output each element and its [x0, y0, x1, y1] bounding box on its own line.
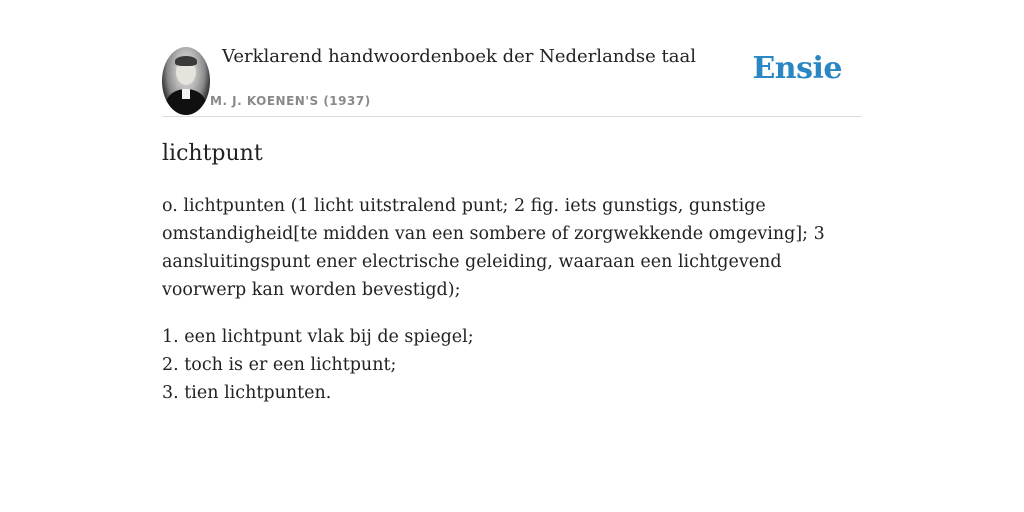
dictionary-subtitle: M. J. KOENEN'S (1937) — [210, 94, 371, 108]
example-item: 2. toch is er een lichtpunt; — [162, 355, 397, 375]
header — [162, 0, 862, 117]
dictionary-title: Verklarend handwoordenboek der Nederlandse taal — [222, 46, 696, 67]
example-item: 1. een lichtpunt vlak bij de spiegel; — [162, 327, 474, 347]
author-portrait — [162, 47, 210, 115]
page — [162, 0, 862, 403]
brand-logo-link[interactable]: Ensie — [752, 51, 842, 86]
examples-list — [162, 323, 474, 407]
example-item: 3. tien lichtpunten. — [162, 383, 332, 403]
entry-headword: lichtpunt — [162, 141, 263, 166]
entry-definition: o. lichtpunten (1 licht uitstralend punt; 2 fig. iets gunstigs, gunstige omstandigheid[te midden van een sombere of zorgwekkende omgeving]; 3 aansluitingspunt ener electrische geleiding, waaraan een lichtgevend voorwerp kan worden bevestigd); — [162, 196, 825, 300]
